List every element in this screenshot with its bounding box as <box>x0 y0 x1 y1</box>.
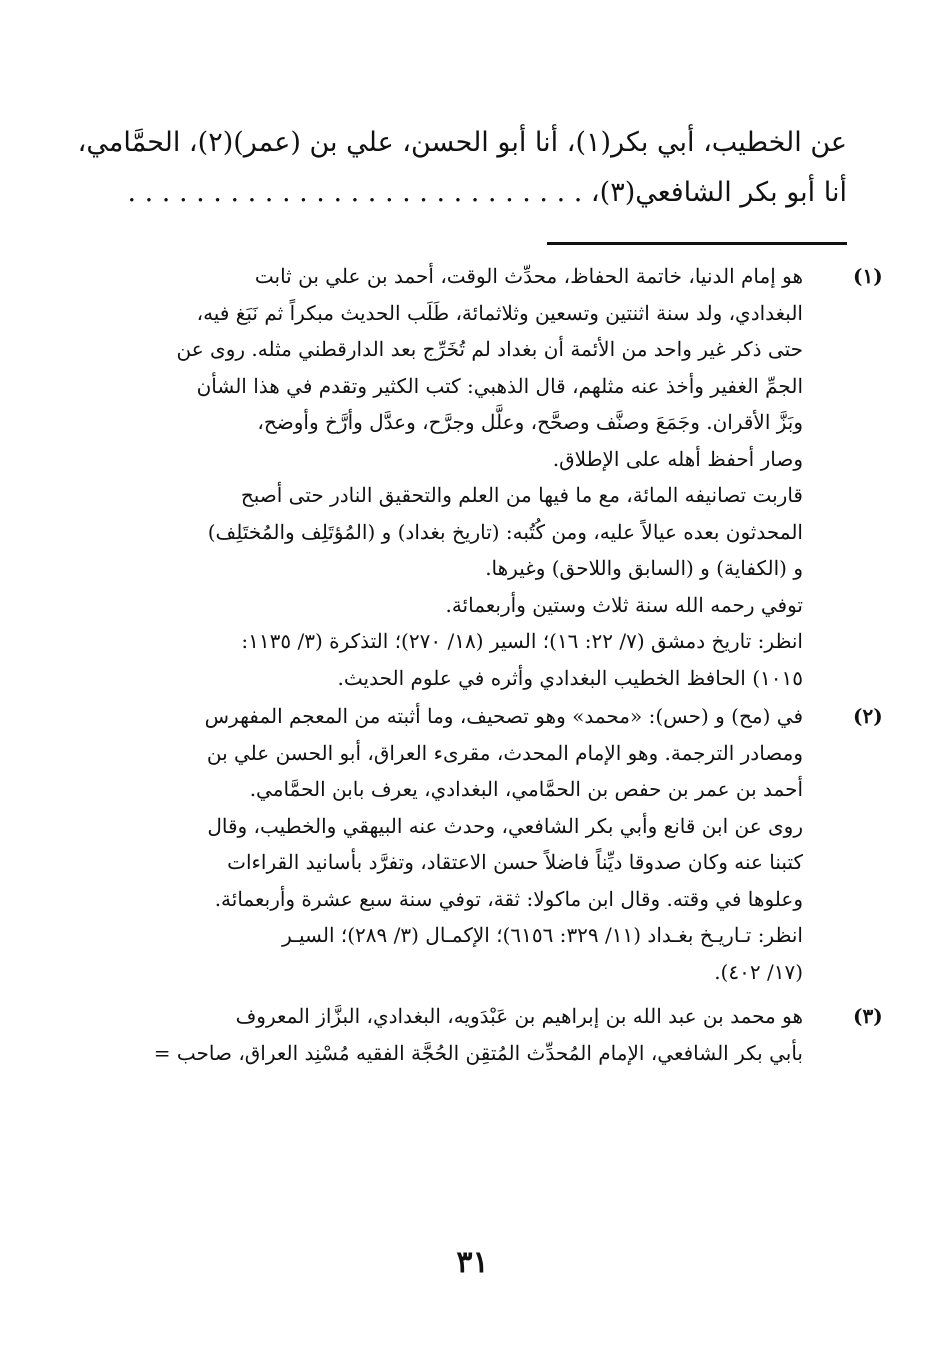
footnote-1 <box>127 258 883 696</box>
footnote-line: أحمد بن عمر بن حفص بن الحمَّامي، البغدادي، يعرف بابن الحمَّامي. <box>249 777 803 801</box>
footnote-line: كتبنا عنه وكان صدوقا ديِّناً فاضلاً حسن الاعتقاد، وتفرَّد بأسانيد القراءات <box>227 850 803 874</box>
footnote-line: وبَزَّ الأقران. وجَمَعَ وصنَّف وصحَّح، وعلَّل وجرَّح، وعدَّل وأرَّخ وأوضح، <box>257 410 803 434</box>
footnote-line: البغدادي، ولد سنة اثنتين وتسعين وثلاثمائة، طَلَب الحديث مبكراً ثم نَبَغ فيه، <box>196 300 803 325</box>
footnote-2 <box>127 698 883 990</box>
footnote-line: انظر: تـاريـخ بغـداد (١١/ ٣٢٩: ٦١٥٦)؛ الإكمـال (٣/ ٢٨٩)؛ السيـر <box>282 923 803 947</box>
main-line-1: عن الخطيب، أبي بكر(١)، أنا أبو الحسن، علي بن (عمر)(٢)، الحمَّامي، <box>77 127 847 158</box>
footnote-line: (١٧/ ٤٠٢). <box>714 959 803 984</box>
footnote-line: وعلوها في وقته. وقال ابن ماكولا: ثقة، توفي سنة سبع عشرة وأربعمائة. <box>214 886 803 911</box>
footnote-line: انظر: تاريخ دمشق (٧/ ٢٢: ١٦)؛ السير (١٨/ ٢٧٠)؛ التذكرة (٣/ ١١٣٥: <box>241 629 803 653</box>
footnotes <box>127 258 883 1073</box>
footnote-line: قاربت تصانيفه المائة، مع ما فيها من العلم والتحقيق النادر حتى أصبح <box>240 483 803 507</box>
footnote-line: في (مح) و (حس): «محمد» وهو تصحيف، وما أثبته من المعجم المفهرس <box>204 704 803 728</box>
footnote-line: روى عن ابن قانع وأبي بكر الشافعي، وحدث عنه البيهقي والخطيب، وقال <box>207 813 803 838</box>
footnote-number: (٢) <box>853 704 883 728</box>
footnote-line: هو محمد بن عبد الله بن إبراهيم بن عَبْدَويه، البغدادي، البزَّاز المعروف <box>235 1004 803 1028</box>
footnote-number: (١) <box>853 264 883 288</box>
footnote-line: ١٠١٥) الحافظ الخطيب البغدادي وأثره في علوم الحديث. <box>337 665 803 690</box>
footnote-line: بأبي بكر الشافعي، الإمام المُحدِّث المُتقِن الحُجَّة الفقيه مُسْنِد العراق، صاحب = <box>153 1040 803 1065</box>
footnote-line: و (الكفاية) و (السابق واللاحق) وغيرها. <box>485 556 803 580</box>
main-text <box>77 118 847 218</box>
footnote-3 <box>127 998 883 1071</box>
footnote-line: هو إمام الدنيا، خاتمة الحفاظ، محدِّث الوقت، أحمد بن علي بن ثابت <box>254 264 803 288</box>
footnote-line: توفي رحمه الله سنة ثلاث وستين وأربعمائة. <box>445 592 803 617</box>
footnote-line: المحدثون بعده عيالاً عليه، ومن كُتُبه: (تاريخ بغداد) و (المُؤتَلِف والمُختَلِف) <box>207 519 803 544</box>
main-line-2: أنا أبو بكر الشافعي(٣)، . . . . . . . . . . . . . . . . . . . . . . . . . . . <box>127 177 847 208</box>
footnote-line: الجمِّ الغفير وأخذ عنه مثلهم، قال الذهبي: كتب الكثير وتقدم في هذا الشأن <box>196 373 803 398</box>
page-number: ٣١ <box>456 1245 489 1280</box>
footnote-separator <box>547 242 847 245</box>
footnote-line: وصار أحفظ أهله على الإطلاق. <box>552 446 803 471</box>
footnote-number: (٣) <box>853 1004 883 1028</box>
footnote-line: ومصادر الترجمة. وهو الإمام المحدث، مقرىء العراق، أبو الحسن علي بن <box>206 740 803 765</box>
footnote-line: حتى ذكر غير واحد من الأئمة أن بغداد لم تُخَرِّج بعد الدارقطني مثله. روى عن <box>176 337 803 361</box>
